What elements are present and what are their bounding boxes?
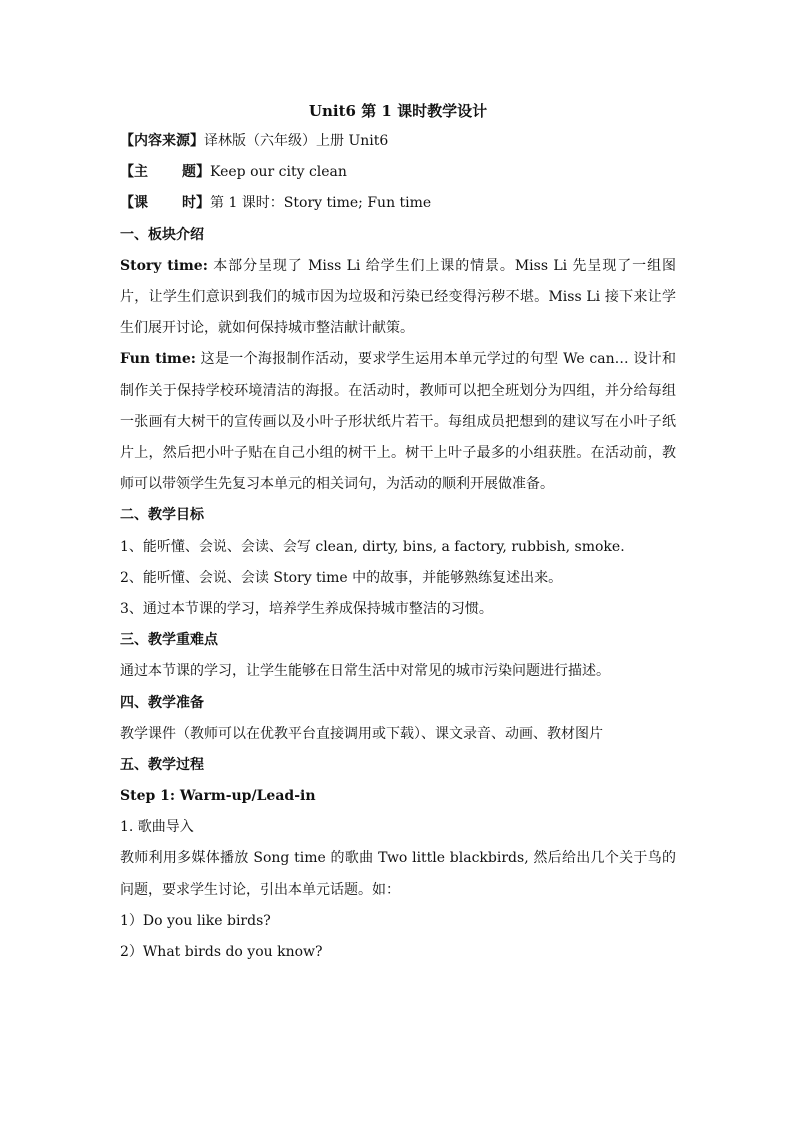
question-item: 2）What birds do you know?: [120, 944, 323, 961]
meta-source: [120, 126, 676, 157]
story-time-text: 本部分呈现了 Miss Li 给学生们上课的情景。Miss Li 先呈现了一组图片，让学生们意识到我们的城市因为垃圾和污染已经变得污秽不堪。Miss Li 接下来让学生们展开讨论，就如何保持城市整洁献计献策。: [120, 257, 676, 337]
step1-subheading: 1. 歌曲导入: [120, 819, 194, 836]
meta-source-value: 译林版（六年级）上册 Unit6: [204, 133, 389, 149]
document-title: Unit6 第 1 课时教学设计: [308, 102, 488, 120]
document-page: [120, 96, 676, 968]
section-heading-goals: 二、教学目标: [120, 507, 204, 524]
question-item: 1）Do you like birds?: [120, 912, 271, 929]
section-heading-intro: 一、板块介绍: [120, 226, 204, 243]
story-time-paragraph: [120, 251, 676, 345]
meta-period: [120, 188, 676, 219]
fun-time-text: 这是一个海报制作活动，要求学生运用本单元学过的句型 We can… 设计和制作关于保持学校环境清洁的海报。在活动时，教师可以把全班划分为四组，并分给每组一张画有大树干的宣传画以及小叶子形状纸片若干。每组成员把想到的建议写在小叶子纸片上，然后把小叶子贴在自己小组的树干上。树干上叶子最多的小组获胜。在活动前，教师可以带领学生先复习本单元的相关词句，为活动的顺利开展做准备。: [120, 351, 676, 493]
meta-period-label-a: 【课: [120, 195, 148, 212]
meta-period-value: 第 1 课时：Story time; Fun time: [210, 195, 432, 212]
section-heading-preparation: 四、教学准备: [120, 694, 204, 711]
section-heading-process: 五、教学过程: [120, 756, 204, 773]
goal-item: 1、能听懂、会说、会读、会写 clean, dirty, bins, a factory, rubbish, smoke.: [120, 538, 625, 555]
meta-topic-label-a: 【主: [120, 164, 148, 181]
goal-item: 2、能听懂、会说、会读 Story time 中的故事，并能够熟练复述出来。: [120, 569, 563, 586]
step1-paragraph: 教师利用多媒体播放 Song time 的歌曲 Two little blackbirds, 然后给出几个关于鸟的问题，要求学生讨论，引出本单元话题。如：: [120, 850, 676, 898]
step1-heading: Step 1: Warm-up/Lead-in: [120, 788, 316, 805]
meta-source-label: 【内容来源】: [120, 133, 204, 149]
preparation-text: 教学课件（教师可以在优教平台直接调用或下载）、课文录音、动画、教材图片: [120, 725, 603, 742]
story-time-label: Story time:: [120, 257, 208, 274]
meta-topic-label-b: 题】: [182, 164, 210, 181]
section-heading-key-points: 三、教学重难点: [120, 632, 218, 649]
key-points-text: 通过本节课的学习，让学生能够在日常生活中对常见的城市污染问题进行描述。: [120, 663, 610, 680]
meta-period-label-b: 时】: [182, 195, 210, 212]
fun-time-paragraph: [120, 344, 676, 500]
fun-time-label: Fun time:: [120, 351, 196, 368]
meta-topic-value: Keep our city clean: [210, 164, 347, 181]
meta-topic: [120, 157, 676, 188]
goal-item: 3、通过本节课的学习，培养学生养成保持城市整洁的习惯。: [120, 600, 493, 617]
